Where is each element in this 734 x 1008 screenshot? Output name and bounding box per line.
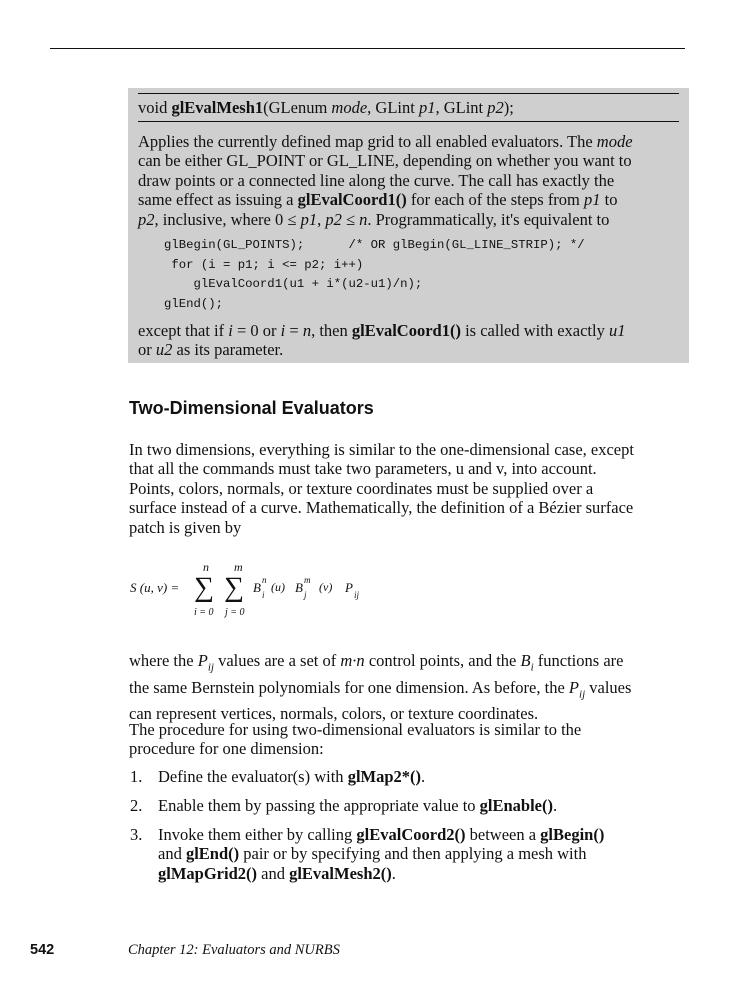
para-line: procedure for one dimension:: [129, 739, 324, 759]
para-line: In two dimensions, everything is similar to the one-dimensional case, except: [129, 440, 634, 459]
sig-text: (GLenum: [263, 98, 332, 117]
code-line: glEvalCoord1(u1 + i*(u2-u1)/n);: [164, 277, 423, 292]
para-text: functions are: [533, 651, 624, 670]
eq-b2: B: [295, 580, 303, 595]
para-text: control points, and the: [364, 651, 521, 670]
section-heading: Two-Dimensional Evaluators: [129, 398, 374, 418]
list-text: [158, 767, 425, 786]
desc-line: [138, 132, 683, 151]
desc-text: , then: [311, 321, 352, 341]
desc-italic: p2: [325, 209, 342, 229]
eq-p: P: [345, 580, 353, 595]
sig-param-p1: p1: [418, 98, 436, 117]
where-paragraph: [129, 651, 689, 724]
eq-sigma-1: ∑: [194, 572, 214, 603]
para-line: The procedure for using two-dimensional evaluators is similar to the: [129, 720, 582, 739]
desc-italic: n: [302, 321, 312, 341]
desc-text: Applies the currently defined map grid to all enabled evaluators. The: [138, 132, 597, 151]
eq-sub-j: j: [304, 590, 307, 600]
desc-text: ,: [317, 209, 326, 229]
code-followup: [138, 321, 683, 360]
eq-v: (v): [319, 580, 333, 594]
para-line: [129, 651, 689, 678]
function-reference-box: [128, 88, 689, 363]
eq-upper-n: n: [203, 560, 209, 574]
para-sub: ij: [207, 661, 214, 674]
sig-text: , GLint: [435, 98, 488, 117]
list-text-part: .: [421, 767, 426, 786]
desc-italic: u2: [155, 340, 173, 360]
list-text-part: .: [391, 863, 396, 883]
list-text-part: and: [158, 844, 186, 864]
sig-void: void: [138, 98, 172, 117]
bezier-surface-equation: [130, 560, 390, 630]
list-line: [158, 825, 604, 844]
para-line: can represent vertices, normals, colors, or texture coordinates.: [129, 704, 539, 724]
eq-sup-n: n: [262, 575, 267, 585]
eq-upper-m: m: [234, 560, 243, 574]
list-number: 3.: [130, 825, 143, 844]
desc-line: draw points or a connected line along the curve. The call has exactly the: [138, 170, 615, 190]
para-sub: ij: [579, 688, 586, 700]
eq-sub-ij: ij: [354, 590, 360, 600]
list-text-part: Define the evaluator(s) with: [158, 767, 348, 786]
desc-italic: n: [359, 209, 368, 229]
sig-text: );: [503, 98, 514, 117]
list-bold: glEnable(): [479, 796, 553, 815]
list-text-part: and: [257, 863, 290, 883]
para-line: Points, colors, normals, or texture coordinates must be supplied over a: [129, 478, 594, 498]
para-text: values: [585, 677, 632, 697]
eq-lower-j: j = 0: [225, 607, 245, 618]
desc-text: same effect as issuing a: [138, 190, 298, 210]
desc-text: ≤: [341, 209, 360, 229]
para-text: where the: [129, 651, 198, 670]
para-sub: i: [530, 661, 534, 674]
desc-italic: p2: [138, 209, 155, 229]
desc-text: =: [285, 321, 303, 341]
list-bold: glMapGrid2(): [158, 863, 257, 883]
sig-text: , GLint: [367, 98, 419, 117]
desc-italic: p1: [584, 190, 601, 210]
desc-line: [138, 190, 683, 209]
desc-italic: u1: [608, 321, 626, 341]
sig-func-name: glEvalMesh1: [171, 98, 264, 117]
chapter-title: Chapter 12: Evaluators and NURBS: [128, 942, 340, 958]
eq-sub-i: i: [262, 590, 265, 600]
desc-text: is called with exactly: [460, 321, 609, 341]
para-text: values are a set of: [213, 651, 341, 670]
intro-paragraph: [129, 440, 689, 537]
list-text-part: Enable them by passing the appropriate value to: [158, 796, 480, 815]
eq-lower-i: i = 0: [194, 607, 214, 618]
para-italic: P: [197, 651, 208, 670]
list-bold: glMap2*(): [347, 767, 422, 786]
desc-italic: p1: [300, 209, 318, 229]
list-line: [158, 864, 604, 883]
desc-bold: glEvalCoord1(): [297, 190, 407, 210]
procedure-paragraph: [129, 720, 689, 759]
function-signature: [138, 93, 679, 122]
list-bold: glEnd(): [185, 844, 240, 864]
page-number: 542: [30, 942, 55, 958]
para-italic: B: [520, 651, 531, 670]
para-line: patch is given by: [129, 517, 242, 537]
desc-italic: i: [228, 321, 233, 341]
desc-line: [138, 321, 683, 340]
para-text: the same Bernstein polynomials for one dimension. As before, the: [129, 677, 569, 697]
list-number: 2.: [130, 796, 143, 815]
para-line: that all the commands must take two parameters, u and v, into account.: [129, 459, 597, 479]
code-line: for (i = p1; i <= p2; i++): [164, 257, 364, 272]
list-text-part: Invoke them either by calling: [158, 825, 357, 844]
desc-italic: i: [280, 321, 286, 341]
list-text: [158, 796, 557, 815]
list-number: 1.: [130, 767, 143, 786]
top-rule: [50, 48, 685, 49]
code-line: glBegin(GL_POINTS); /* OR glBegin(GL_LINE_STRIP); */: [164, 238, 585, 253]
desc-text: for each of the steps from: [406, 190, 585, 210]
para-italic: m·n: [340, 651, 365, 670]
desc-text: , inclusive, where 0 ≤: [154, 209, 301, 229]
desc-line: [138, 210, 683, 229]
code-line: glEnd();: [164, 296, 224, 311]
desc-line: [138, 340, 683, 359]
desc-text: . Programmatically, it's equivalent to: [367, 209, 610, 229]
list-bold: glEvalMesh2(): [289, 863, 392, 883]
desc-italic: mode: [596, 132, 633, 151]
para-line: surface instead of a curve. Mathematically, the definition of a Bézier surface: [129, 498, 634, 518]
eq-b: B: [253, 580, 261, 595]
para-line: [129, 678, 689, 705]
list-text-part: pair or by specifying and then applying a mesh with: [239, 844, 587, 864]
desc-text: = 0 or: [232, 321, 281, 341]
para-italic: P: [568, 677, 580, 697]
list-bold: glBegin(): [540, 825, 605, 844]
function-description: [138, 132, 683, 360]
eq-sup-m: m: [304, 575, 311, 585]
desc-bold: glEvalCoord1(): [351, 321, 461, 341]
sig-param-mode: mode: [331, 98, 368, 117]
desc-text: except that if: [138, 321, 229, 341]
desc-line: can be either GL_POINT or GL_LINE, depending on whether you want to: [138, 151, 632, 171]
code-block: [164, 236, 683, 314]
list-bold: glEvalCoord2(): [356, 825, 466, 844]
list-text-part: between a: [465, 825, 541, 844]
desc-text: as its parameter.: [172, 340, 284, 360]
list-text-part: .: [553, 796, 558, 815]
eq-lhs: S (u, v) =: [130, 580, 180, 595]
sig-param-p2: p2: [487, 98, 504, 117]
desc-text: or: [138, 340, 156, 360]
desc-text: to: [600, 190, 618, 210]
list-text: [158, 825, 604, 883]
eq-sigma-2: ∑: [224, 572, 244, 603]
list-line: [158, 844, 604, 863]
eq-u: (u): [271, 580, 285, 594]
